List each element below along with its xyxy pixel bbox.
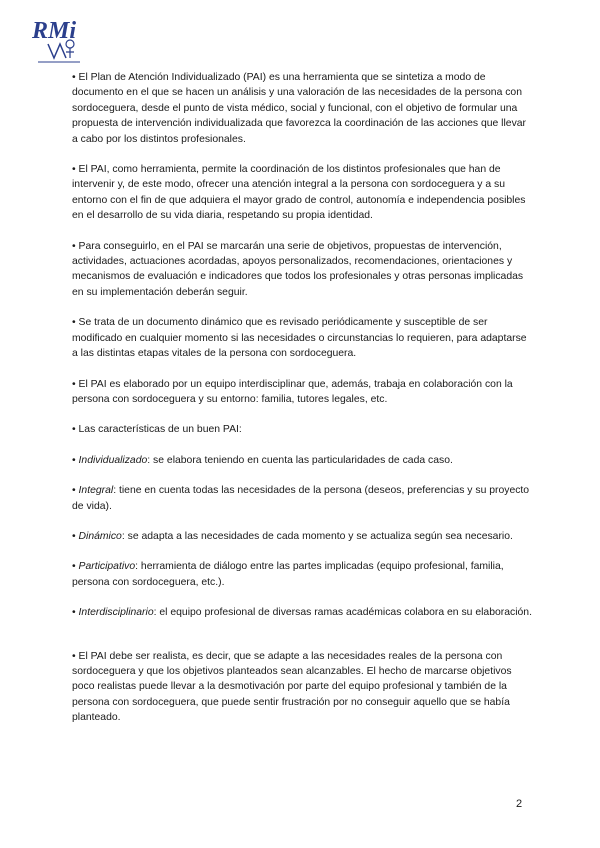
characteristic-term: Interdisciplinario: [78, 607, 154, 619]
bullet: •: [72, 607, 79, 619]
characteristic-item: [72, 559, 532, 590]
characteristic-description: : tiene en cuenta todas las necesidades de la persona (deseos, preferencias y su proyecto de vida).: [72, 485, 530, 512]
paragraph-pai-coordination: • El PAI, como herramienta, permite la coordinación de los distintos profesionales que han de intervenir y, de este modo, ofrecer una atención integral a la persona con sordoceguera y a su entorno con el fin de que adquiera el mayor grado de control, autonomía e independencia posibles en el desarrollo de su vida diaria, respetando su propia identidad.: [72, 164, 526, 222]
svg-text:RMi: RMi: [32, 18, 77, 44]
document-body: [72, 70, 532, 726]
paragraph-pai-objectives: • Para conseguirlo, en el PAI se marcarán una serie de objetivos, propuestas de intervención, actividades, actuaciones acordadas, apoyos personalizados, recomendaciones, orientaciones y mecanismos de evaluación e indicadores que todos los profesionales y otras personas implicadas en su implementación deberán seguir.: [72, 240, 524, 298]
characteristic-description: : se adapta a las necesidades de cada momento y se actualiza según sea necesario.: [121, 530, 513, 542]
characteristic-term: Individualizado: [78, 454, 148, 466]
paragraph-characteristics-heading: • Las características de un buen PAI:: [72, 424, 242, 436]
characteristic-description: : el equipo profesional de diversas ramas académicas colabora en su elaboración.: [153, 607, 532, 619]
paragraph-pai-dynamic: • Se trata de un documento dinámico que es revisado periódicamente y susceptible de ser modificado en cualquier momento si las necesidades o circunstancias lo requieren, para adaptarse a las distintas etapas vitales de la persona con sordoceguera.: [72, 317, 527, 360]
paragraph-pai-definition: • El Plan de Atención Individualizado (PAI) es una herramienta que se sintetiza a modo de documento en el que se hacen un análisis y una valoración de las necesidades de la persona con sordoceguera, desde el punto de vista médico, social y funcional, con el objetivo de formular una propuesta de intervención individualizada que favorezca la coordinación de las acciones que llevar a cabo por los distintos profesionales.: [72, 72, 527, 145]
characteristic-description: : herramienta de diálogo entre las partes implicadas (equipo profesional, familia, persona con sordoceguera, etc.).: [72, 561, 504, 588]
characteristic-item: [72, 453, 532, 468]
characteristic-item: [72, 529, 532, 544]
bullet: •: [72, 454, 79, 466]
bullet: •: [72, 530, 79, 542]
characteristic-term: Dinámico: [78, 530, 122, 542]
page-number: 2: [516, 798, 523, 810]
bullet: •: [72, 485, 79, 497]
characteristic-term: Integral: [78, 485, 114, 497]
organization-logo: [30, 14, 86, 68]
characteristic-description: : se elabora teniendo en cuenta las particularidades de cada caso.: [147, 454, 453, 466]
bullet: •: [72, 561, 79, 573]
paragraph-pai-team: • El PAI es elaborado por un equipo interdisciplinar que, además, trabaja en colaboración con la persona con sordoceguera y su entorno: familia, tutores legales, etc.: [72, 378, 513, 405]
paragraph-pai-realistic: • El PAI debe ser realista, es decir, que se adapte a las necesidades reales de la persona con sordoceguera y que los objetivos planteados sean alcanzables. El hecho de marcarse objetivos poco realistas puede llevar a la desmotivación por parte del equipo profesional y también de la persona con sordoceguera, que puede sentir frustración por no conseguir aquello que se había planteado.: [72, 650, 512, 724]
characteristic-item: [72, 605, 532, 620]
characteristic-term: Participativo: [78, 561, 136, 573]
characteristic-item: [72, 483, 532, 514]
